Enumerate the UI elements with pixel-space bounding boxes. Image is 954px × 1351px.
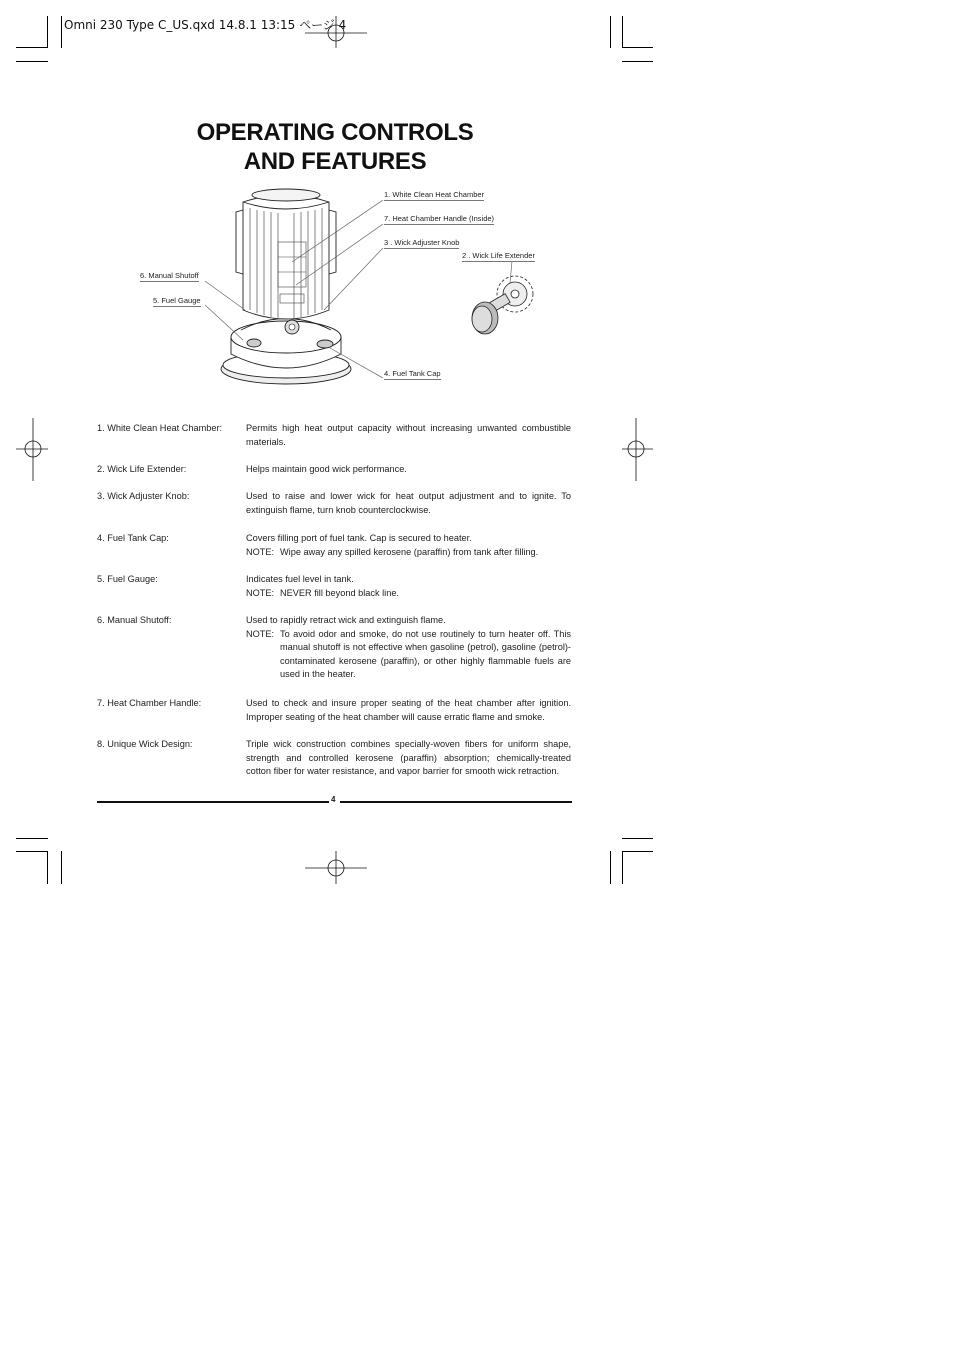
footer-rule-right [340,801,572,803]
callout-white-clean-heat-chamber: 1. White Clean Heat Chamber [384,190,485,199]
note-label: NOTE: [246,628,275,639]
feature-term: 4. Fuel Tank Cap: [97,533,169,543]
page-number: 4 [331,795,336,804]
feature-term: 5. Fuel Gauge: [97,574,158,584]
page-title-line-2: AND FEATURES [243,148,427,175]
note-text: To avoid odor and smoke, do not use routinely to turn heater off. This manual shutoff is not effective when gasoline (petrol), gasoline (petrol)-contaminated kerosene (paraffin), or other highly flammable fuels are used in the heater. [280,628,571,679]
note-text: Wipe away any spilled kerosene (paraffin) from tank after filling. [280,546,539,557]
callout-fuel-tank-cap: 4. Fuel Tank Cap [384,369,441,378]
file-slug: Omni 230 Type C_US.qxd 14.8.1 13:15 ページ 4 [64,18,347,32]
page-title-line-1: OPERATING CONTROLS [196,119,474,146]
feature-term: 3. Wick Adjuster Knob: [97,491,190,501]
feature-term: 2. Wick Life Extender: [97,464,187,474]
feature-term: 6. Manual Shutoff: [97,615,172,625]
feature-term: 8. Unique Wick Design: [97,739,193,749]
callout-heat-chamber-handle: 7. Heat Chamber Handle (Inside) [384,214,495,223]
feature-description: Triple wick construction combines specially-woven fibers for uniform shape, strength and controlled kerosene (paraffin) absorption; chemically-treated cotton fiber for water resistance, and vapor barrier for smooth wick retraction. [246,739,571,776]
note-label: NOTE: [246,587,275,598]
callout-wick-life-extender: 2 . Wick Life Extender [462,251,535,260]
feature-description: Used to rapidly retract wick and extinguish flame. [246,615,446,625]
feature-description: Permits high heat output capacity without increasing unwanted combustible materials. [246,423,571,447]
callout-manual-shutoff: 6. Manual Shutoff [140,271,199,280]
feature-term: 7. Heat Chamber Handle: [97,698,202,708]
callout-wick-adjuster-knob: 3 . Wick Adjuster Knob [384,238,460,247]
footer-rule-left [97,801,329,803]
note-text: NEVER fill beyond black line. [280,587,399,598]
feature-description: Used to check and insure proper seating of the heat chamber after ignition. Improper seating of the heat chamber will cause erratic flame and smoke. [246,698,571,722]
feature-description: Indicates fuel level in tank. [246,574,354,584]
feature-description: Used to raise and lower wick for heat output adjustment and to ignite. To extinguish flame, turn knob counterclockwise. [246,491,571,515]
callout-fuel-gauge: 5. Fuel Gauge [153,296,201,305]
feature-description: Covers filling port of fuel tank. Cap is secured to heater. [246,533,472,543]
feature-term: 1. White Clean Heat Chamber: [97,423,223,433]
feature-description: Helps maintain good wick performance. [246,464,407,474]
note-label: NOTE: [246,546,275,557]
callout-leader-lines [0,0,954,420]
